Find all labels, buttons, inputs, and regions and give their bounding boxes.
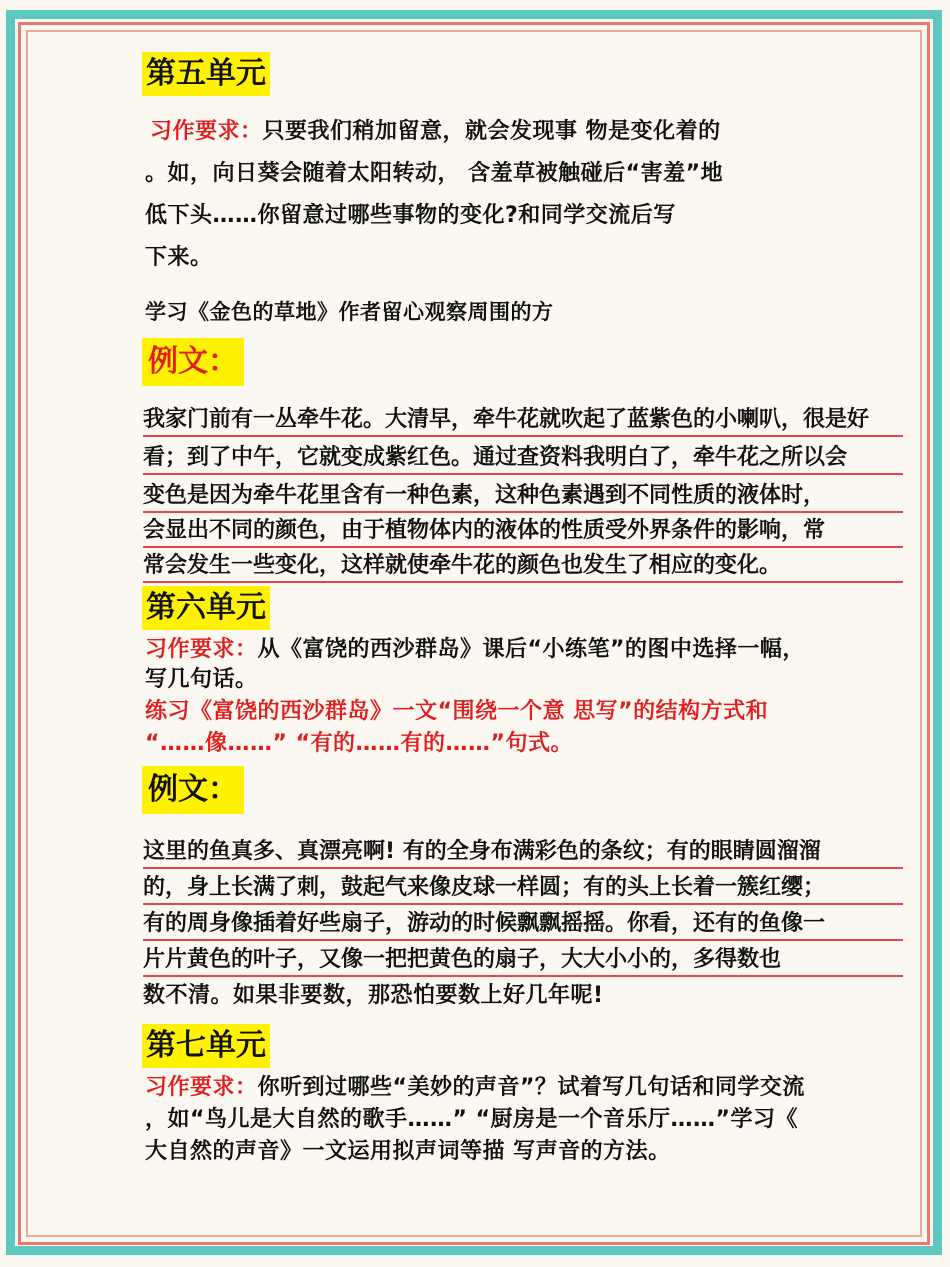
unit7-req-line-3: 大自然的声音》一文运用拟声词等描 写声音的方法。 [145, 1139, 671, 1164]
unit5-essay-line-2: 看；到了中午，它就变成紫红色。通过查资料我明白了，牵牛花之所以会 [143, 440, 903, 475]
unit5-title: 第五单元 [142, 52, 270, 96]
unit5-req-line-1 [150, 114, 721, 145]
unit7-req-text-1: 你听到过哪些“美妙的声音”？试着写几句话和同学交流 [257, 1075, 805, 1100]
unit7-req-line-1 [145, 1070, 805, 1101]
unit7-req-line-2: ，如“鸟儿是大自然的歌手……” “厨房是一个音乐厅……”学习《 [145, 1107, 798, 1132]
unit5-req-line-3: 低下头……你留意过哪些事物的变化?和同学交流后写 [145, 203, 676, 228]
unit5-essay-line-5: 常会发生一些变化，这样就使牵牛花的颜色也发生了相应的变化。 [143, 548, 903, 583]
unit7-req-label: 习作要求： [145, 1075, 258, 1100]
unit5-example-title: 例文： [142, 338, 244, 386]
unit6-title: 第六单元 [142, 586, 270, 630]
unit5-req-line-2: 。如，向日葵会随着太阳转动， 含羞草被触碰后“害羞”地 [145, 161, 724, 186]
unit6-essay-line-4: 片片黄色的叶子，又像一把把黄色的扇子，大大小小的，多得数也 [143, 942, 903, 977]
unit5-essay-line-3: 变色是因为牵牛花里含有一种色素，这种色素遇到不同性质的液体时， [143, 478, 903, 513]
unit6-essay-line-3: 有的周身像插着好些扇子，游动的时候飘飘摇摇。你看，还有的鱼像一 [143, 906, 903, 941]
unit5-req-text-1: 只要我们稍加留意，就会发现事 物是变化着的 [262, 119, 721, 144]
unit7-title: 第七单元 [142, 1024, 270, 1068]
unit6-practice-line-1: 练习《富饶的西沙群岛》一文“围绕一个意 思写”的结构方式和 [145, 699, 769, 724]
unit5-study-line: 学习《金色的草地》作者留心观察周围的方 [145, 300, 554, 324]
unit6-req-line-2: 写几句话。 [145, 667, 258, 692]
unit6-practice-line-2: “……像……” “有的……有的……”句式。 [145, 731, 573, 756]
unit5-essay-line-1: 我家门前有一丛牵牛花。大清早，牵牛花就吹起了蓝紫色的小喇叭，很是好 [143, 402, 903, 437]
unit6-essay-line-5: 数不清。如果非要数，那恐怕要数上好几年呢! [143, 983, 604, 1008]
unit5-essay-line-4: 会显出不同的颜色，由于植物体内的液体的性质受外界条件的影响，常 [143, 513, 903, 548]
unit6-req-line-1 [145, 632, 805, 663]
unit6-req-text-1: 从《富饶的西沙群岛》课后“小练笔”的图中选择一幅， [257, 637, 805, 662]
unit6-essay-line-2: 的，身上长满了刺，鼓起气来像皮球一样圆；有的头上长着一簇红缨； [143, 870, 903, 905]
unit5-req-label: 习作要求： [150, 119, 263, 144]
unit6-example-title: 例文： [142, 766, 244, 814]
unit5-req-line-4: 下来。 [145, 245, 213, 270]
unit6-req-label: 习作要求： [145, 637, 258, 662]
unit6-essay-line-1: 这里的鱼真多、真漂亮啊! 有的全身布满彩色的条纹；有的眼睛圆溜溜 [143, 834, 903, 869]
